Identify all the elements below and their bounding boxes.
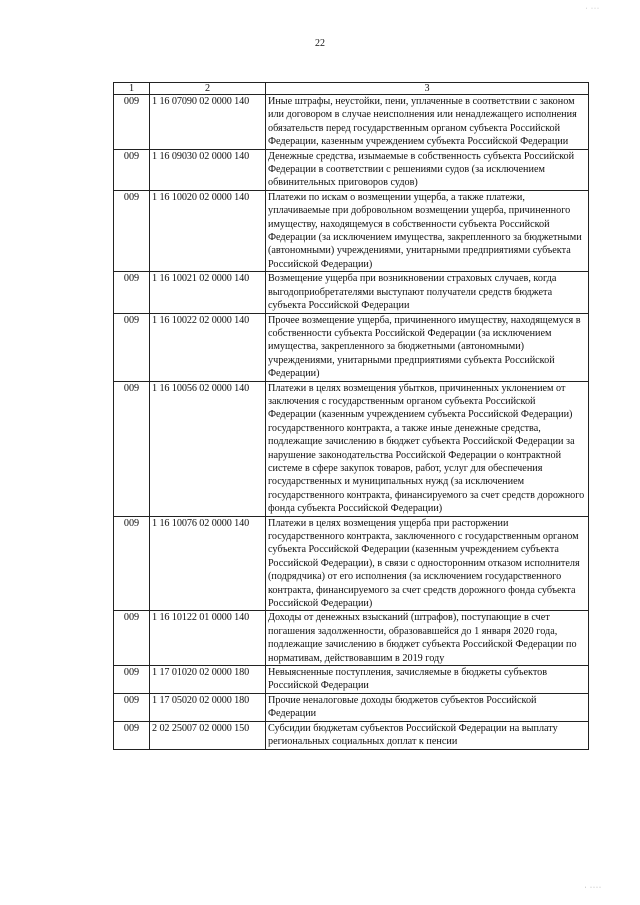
table-row — [114, 272, 589, 313]
budget-code-cell: 1 16 10056 02 0000 140 — [150, 381, 266, 516]
table-row — [114, 721, 589, 749]
budget-code-cell: 1 16 10076 02 0000 140 — [150, 516, 266, 611]
admin-code-cell: 009 — [114, 95, 150, 150]
admin-code-cell: 009 — [114, 190, 150, 271]
revenue-description-cell: Иные штрафы, неустойки, пени, уплаченные в соответствии с законом или договором в случае неисполнения или ненадлежащего исполнения обязательств перед государственным органом субъекта Российской Федерации, казенным учреждением субъекта Российской Федерации — [266, 95, 589, 150]
revenue-description-cell: Платежи в целях возмещения ущерба при расторжении государственного контракта, заключенного с государственным органом субъекта Российской Федерации (казенным учреждением субъекта Российской Федерации), в связи с односторонним отказом исполнителя (подрядчика) от его исполнения (за исключением государственного контракта, финансируемого за счет средств дорожного фонда субъекта Российской Федерации) — [266, 516, 589, 611]
budget-code-cell: 1 16 07090 02 0000 140 — [150, 95, 266, 150]
revenue-description-cell: Денежные средства, изымаемые в собственность субъекта Российской Федерации в соответствии с решениями судов (за исключением обвинительных приговоров судов) — [266, 149, 589, 190]
admin-code-cell: 009 — [114, 611, 150, 666]
revenue-classification-table — [113, 82, 589, 750]
table-row — [114, 149, 589, 190]
budget-code-cell: 1 16 10021 02 0000 140 — [150, 272, 266, 313]
admin-code-cell: 009 — [114, 313, 150, 381]
scan-artifact: · ···· — [584, 885, 602, 891]
table-row — [114, 516, 589, 611]
budget-code-cell: 1 16 10020 02 0000 140 — [150, 190, 266, 271]
table-row — [114, 190, 589, 271]
table-row — [114, 381, 589, 516]
admin-code-cell: 009 — [114, 666, 150, 694]
revenue-description-cell: Прочие неналоговые доходы бюджетов субъектов Российской Федерации — [266, 693, 589, 721]
column-header: 3 — [266, 83, 589, 95]
budget-code-cell: 2 02 25007 02 0000 150 — [150, 721, 266, 749]
admin-code-cell: 009 — [114, 693, 150, 721]
admin-code-cell: 009 — [114, 721, 150, 749]
revenue-description-cell: Платежи в целях возмещения убытков, причиненных уклонением от заключения с государственным органом субъекта Российской Федерации (казенным учреждением субъекта Российской Федерации) государственного контракта, а также иные денежные средства, подлежащие зачислению в бюджет субъекта Российской Федерации за нарушение законодательства Российской Федерации о контрактной системе в сфере закупок товаров, работ, услуг для обеспечения государственных и муниципальных нужд (за исключением государственного контракта, финансируемого за счет средств дорожного фонда субъекта Российской Федерации) — [266, 381, 589, 516]
budget-code-cell: 1 16 10022 02 0000 140 — [150, 313, 266, 381]
admin-code-cell: 009 — [114, 516, 150, 611]
budget-code-cell: 1 16 10122 01 0000 140 — [150, 611, 266, 666]
table-row — [114, 666, 589, 694]
budget-code-cell: 1 17 05020 02 0000 180 — [150, 693, 266, 721]
admin-code-cell: 009 — [114, 272, 150, 313]
table-header-row — [114, 83, 589, 95]
page-number: 22 — [315, 38, 325, 49]
revenue-description-cell: Прочее возмещение ущерба, причиненного имуществу, находящемуся в собственности субъекта Российской Федерации (за исключением имущества, закрепленного за бюджетными (автономными) учреждениями, унитарными предприятиями субъекта Российской Федерации) — [266, 313, 589, 381]
admin-code-cell: 009 — [114, 149, 150, 190]
revenue-description-cell: Субсидии бюджетам субъектов Российской Федерации на выплату региональных социальных доплат к пенсии — [266, 721, 589, 749]
admin-code-cell: 009 — [114, 381, 150, 516]
budget-code-cell: 1 16 09030 02 0000 140 — [150, 149, 266, 190]
revenue-description-cell: Возмещение ущерба при возникновении страховых случаев, когда выгодоприобретателями выступают получатели средств бюджета субъекта Российской Федерации — [266, 272, 589, 313]
table-row — [114, 95, 589, 150]
scan-artifact: · ··· — [585, 6, 600, 12]
column-header: 1 — [114, 83, 150, 95]
column-header: 2 — [150, 83, 266, 95]
table-row — [114, 313, 589, 381]
budget-code-cell: 1 17 01020 02 0000 180 — [150, 666, 266, 694]
revenue-description-cell: Платежи по искам о возмещении ущерба, а также платежи, уплачиваемые при добровольном возмещении ущерба, причиненного имуществу, находящемуся в собственности субъекта Российской Федерации (за исключением имущества, закрепленного за бюджетными (автономными) учреждениями, унитарными предприятиями субъекта Российской Федерации) — [266, 190, 589, 271]
table-row — [114, 693, 589, 721]
revenue-description-cell: Невыясненные поступления, зачисляемые в бюджеты субъектов Российской Федерации — [266, 666, 589, 694]
revenue-description-cell: Доходы от денежных взысканий (штрафов), поступающие в счет погашения задолженности, образовавшейся до 1 января 2020 года, подлежащие зачислению в бюджет субъекта Российской Федерации по нормативам, действовавшим в 2019 году — [266, 611, 589, 666]
table-row — [114, 611, 589, 666]
